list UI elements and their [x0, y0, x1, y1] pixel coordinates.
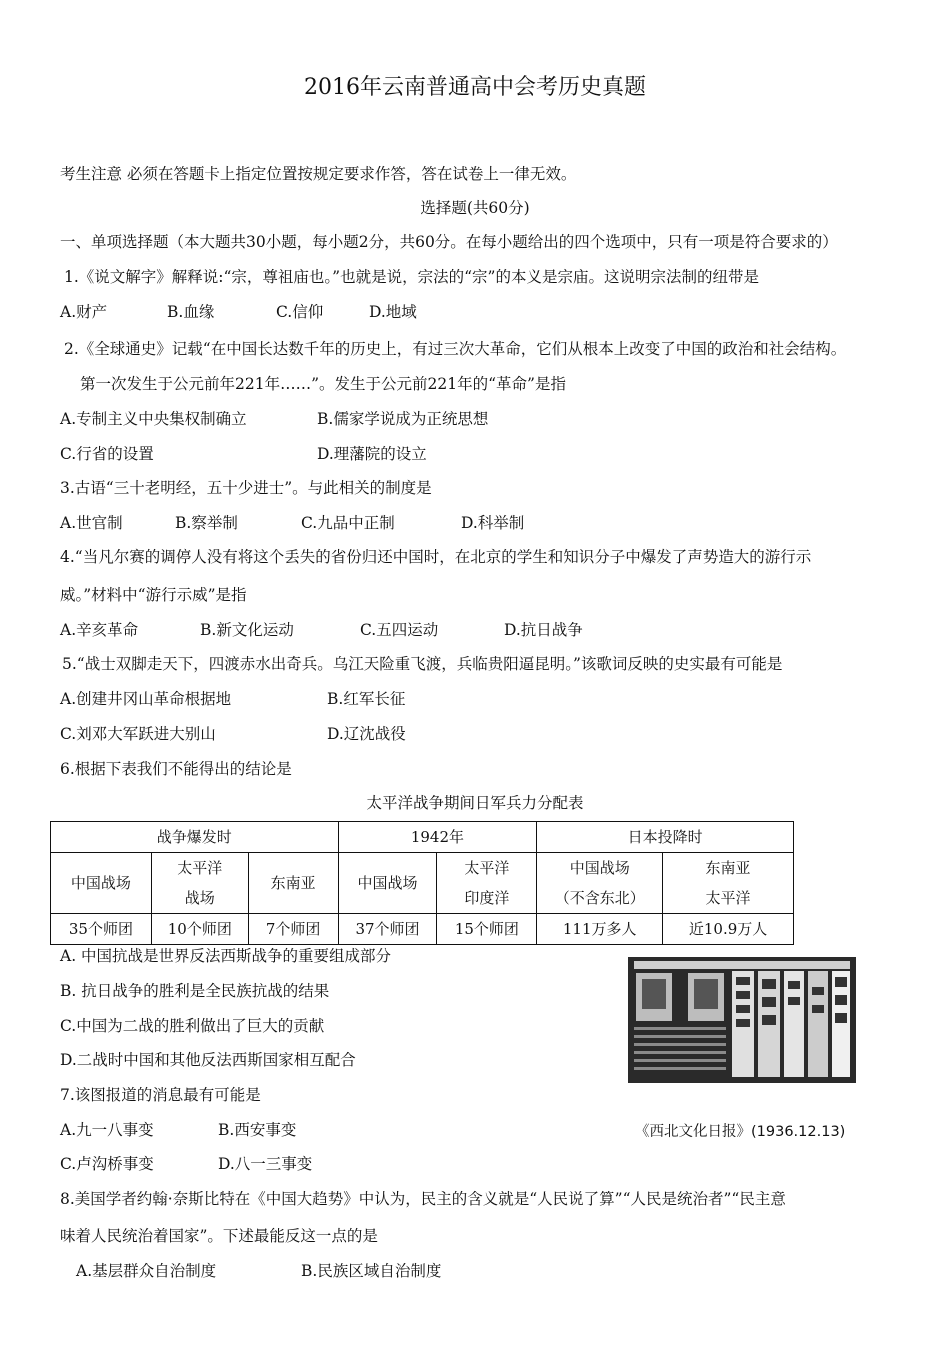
subheader-china-excl-northeast: 中国战场 （不含东北）: [537, 853, 663, 914]
q4-option-b: B.新文化运动: [200, 621, 294, 639]
table-values-row: [51, 914, 794, 945]
newspaper-illustration: [628, 957, 856, 1083]
q7-option-a: A.九一八事变: [60, 1121, 154, 1139]
q7-stem: 7.该图报道的消息最有可能是: [60, 1086, 261, 1104]
q4-option-a: A.辛亥革命: [60, 621, 139, 639]
q4-stem-line1: 4.“当凡尔赛的调停人没有将这个丢失的省份归还中国时，在北京的学生和知识分子中爆发了声势造大的游行示: [60, 548, 812, 566]
subheader-pacific-theater: 太平洋 战场: [151, 853, 248, 914]
q3-option-d: D.科举制: [461, 514, 525, 532]
table-group-header-row: [51, 822, 794, 853]
q4-stem-line2: 威。”材料中“游行示威”是指: [60, 586, 247, 604]
q2-option-d: D.理藩院的设立: [317, 445, 427, 463]
q3-option-c: C.九品中正制: [301, 514, 395, 532]
table-cell: 近10.9万人: [663, 914, 794, 945]
q1-option-c: C.信仰: [276, 303, 324, 321]
q2-stem-line2: 第一次发生于公元前年221年……”。发生于公元前221年的“革命”是指: [80, 375, 566, 393]
subheader-southeast-asia: 东南亚: [248, 853, 338, 914]
q7-option-d: D.八一三事变: [218, 1155, 313, 1173]
table-cell: 7个师团: [248, 914, 338, 945]
exam-title: 2016年云南普通高中会考历史真题: [304, 75, 646, 100]
q2-option-b: B.儒家学说成为正统思想: [317, 410, 489, 428]
q6-option-a: A. 中国抗战是世界反法西斯战争的重要组成部分: [60, 947, 392, 965]
q3-option-a: A.世官制: [60, 514, 123, 532]
q6-option-b: B. 抗日战争的胜利是全民族抗战的结果: [60, 982, 330, 1000]
q2-option-c: C.行省的设置: [60, 445, 154, 463]
q2-stem-line1: 2.《全球通史》记载“在中国长达数千年的历史上，有过三次大革命，它们从根本上改变了中国的政治和社会结构。: [64, 340, 847, 358]
table-cell: 10个师团: [151, 914, 248, 945]
q3-stem: 3.古语“三十老明经，五十少进士”。与此相关的制度是: [60, 479, 432, 497]
instructions: 一、单项选择题（本大题共30小题，每小题2分，共60分。在每小题给出的四个选项中，只有一项是符合要求的）: [60, 233, 838, 251]
table-subheader-row: [51, 853, 794, 914]
subheader-pacific-indian-ocean: 太平洋 印度洋: [437, 853, 537, 914]
table-cell: 35个师团: [51, 914, 152, 945]
q1-option-d: D.地域: [369, 303, 417, 321]
newspaper-image: [628, 957, 856, 1083]
q2-option-a: A.专制主义中央集权制确立: [60, 410, 247, 428]
q5-option-a: A.创建井冈山革命根据地: [60, 690, 232, 708]
q4-option-c: C.五四运动: [360, 621, 439, 639]
group-header-war-outbreak: 战争爆发时: [51, 822, 339, 853]
q8-stem-line1: 8.美国学者约翰·奈斯比特在《中国大趋势》中认为，民主的含义就是“人民说了算”“人民是统治者”“民主意: [60, 1190, 786, 1208]
q8-stem-line2: 味着人民统治着国家”。下述最能反这一点的是: [60, 1227, 378, 1245]
table-title: 太平洋战争期间日军兵力分配表: [366, 794, 584, 812]
group-header-1942: 1942年: [338, 822, 537, 853]
subheader-china-theater: 中国战场: [51, 853, 152, 914]
table-cell: 111万多人: [537, 914, 663, 945]
subheader-southeast-asia-pacific: 东南亚 太平洋: [663, 853, 794, 914]
q7-option-c: C.卢沟桥事变: [60, 1155, 154, 1173]
q8-option-a: A.基层群众自治制度: [76, 1262, 217, 1280]
q1-option-a: A.财产: [60, 303, 108, 321]
q5-stem: 5.“战士双脚走天下，四渡赤水出奇兵。乌江天险重飞渡，兵临贵阳逼昆明。”该歌词反映的史实最有可能是: [62, 655, 783, 673]
q1-stem: 1.《说文解字》解释说:“宗，尊祖庙也。”也就是说，宗法的“宗”的本义是宗庙。这说明宗法制的纽带是: [64, 268, 759, 286]
group-header-japan-surrender: 日本投降时: [537, 822, 794, 853]
image-caption: 《西北文化日报》(1936.12.13): [635, 1124, 846, 1140]
q8-option-b: B.民族区域自治制度: [301, 1262, 442, 1280]
q4-option-d: D.抗日战争: [504, 621, 583, 639]
q5-option-b: B.红军长征: [327, 690, 406, 708]
subheader-china-theater-1942: 中国战场: [338, 853, 437, 914]
table-cell: 37个师团: [338, 914, 437, 945]
troop-distribution-table: [50, 821, 794, 945]
q6-stem: 6.根据下表我们不能得出的结论是: [60, 760, 292, 778]
q7-option-b: B.西安事变: [218, 1121, 297, 1139]
q6-option-d: D.二战时中国和其他反法西斯国家相互配合: [60, 1051, 356, 1069]
q6-option-c: C.中国为二战的胜利做出了巨大的贡献: [60, 1017, 325, 1035]
section-heading: 选择题(共60分): [420, 199, 530, 217]
q5-option-c: C.刘邓大军跃进大别山: [60, 725, 216, 743]
table-cell: 15个师团: [437, 914, 537, 945]
q1-option-b: B.血缘: [167, 303, 215, 321]
q3-option-b: B.察举制: [175, 514, 238, 532]
q5-option-d: D.辽沈战役: [327, 725, 406, 743]
notice: 考生注意 必须在答题卡上指定位置按规定要求作答，答在试卷上一律无效。: [60, 165, 577, 183]
